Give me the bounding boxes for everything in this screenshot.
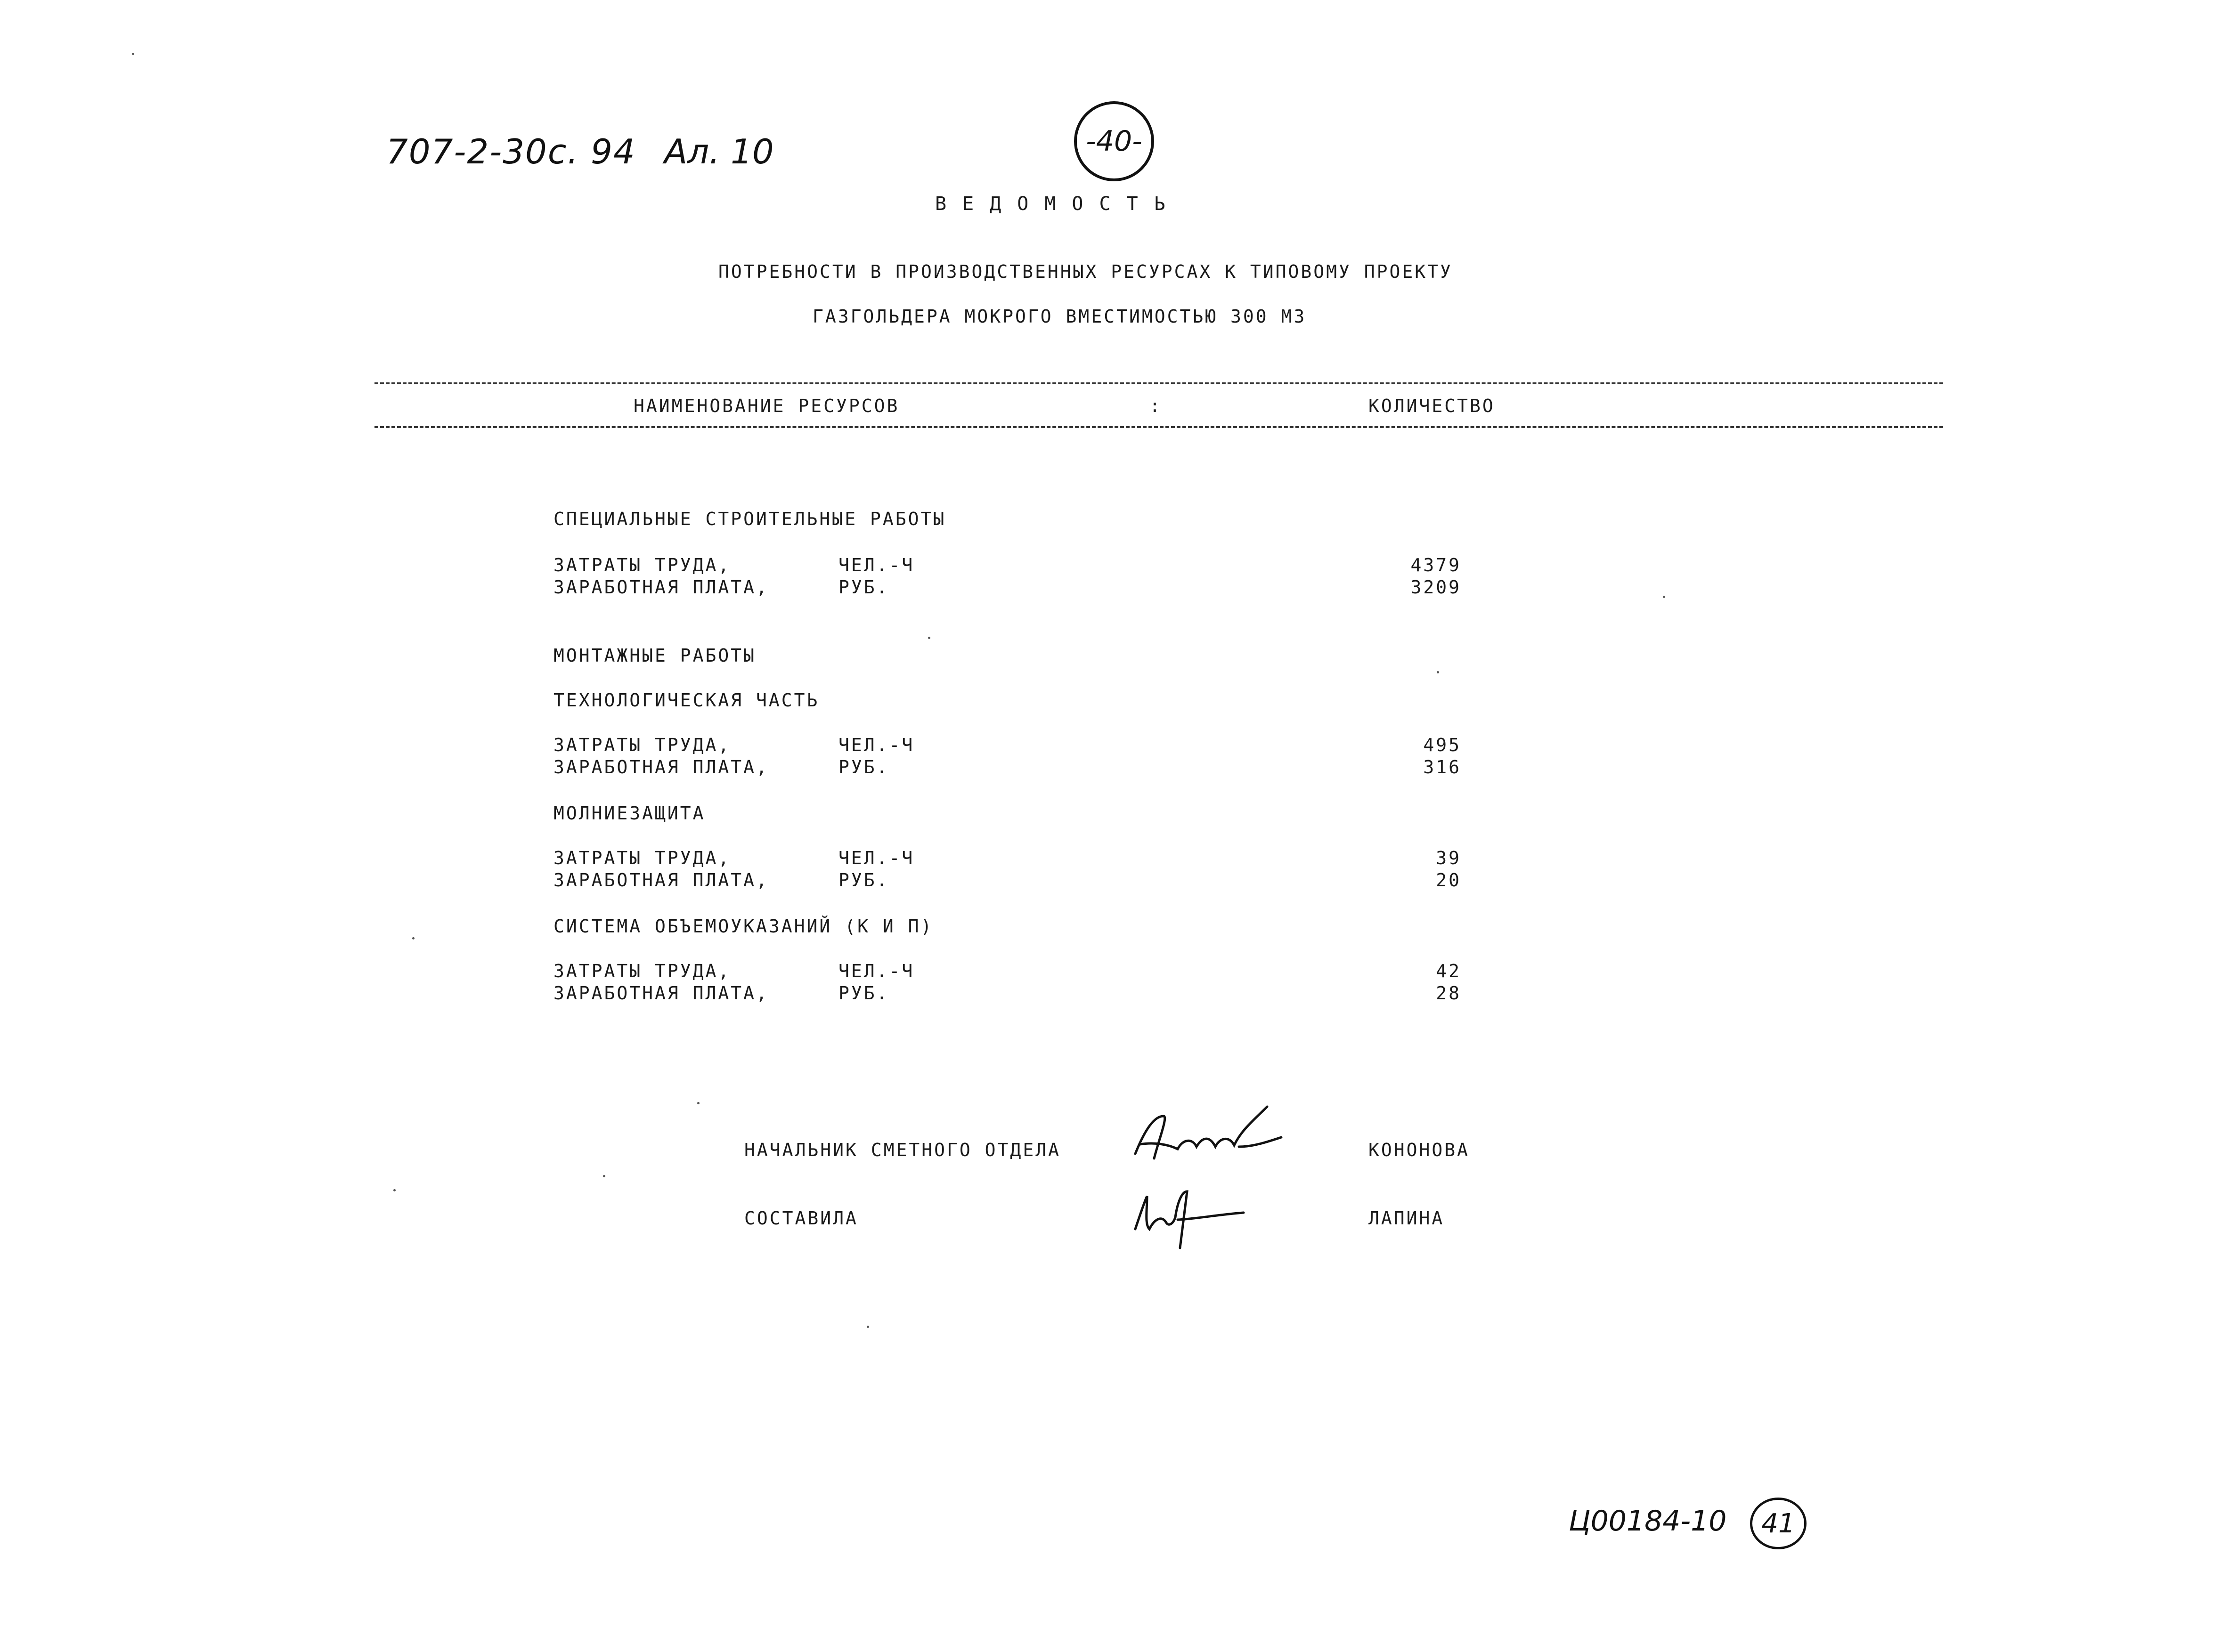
scan-speck: [697, 1102, 700, 1104]
row-unit: РУБ.: [838, 983, 889, 1004]
document-subtitle-line2: ГАЗГОЛЬДЕРА МОКРОГО ВМЕСТИМОСТЬЮ 300 М3: [813, 306, 1307, 327]
row-unit: ЧЕЛ.-Ч: [838, 848, 915, 868]
page-number: -40-: [1086, 125, 1142, 158]
column-header-resources: НАИМЕНОВАНИЕ РЕСУРСОВ: [634, 396, 900, 416]
section-heading: МОЛНИЕЗАЩИТА: [553, 803, 706, 824]
row-label: ЗАТРАТЫ ТРУДА,: [553, 555, 731, 575]
archive-code: Ц00184-10: [1569, 1505, 1727, 1538]
row-value: 3209: [1410, 577, 1461, 598]
sheet-label: Ал. 10: [664, 132, 774, 171]
section-heading: СИСТЕМА ОБЪЕМОУКАЗАНИЙ (К И П): [553, 916, 934, 937]
section-heading: СПЕЦИАЛЬНЫЕ СТРОИТЕЛЬНЫЕ РАБОТЫ: [553, 509, 946, 529]
row-unit: ЧЕЛ.-Ч: [838, 735, 915, 755]
row-unit: РУБ.: [838, 757, 889, 777]
scan-speck: [132, 53, 134, 55]
signature-image-head: [1126, 1102, 1295, 1173]
column-header-quantity: КОЛИЧЕСТВО: [1368, 396, 1495, 416]
row-label: ЗАТРАТЫ ТРУДА,: [553, 848, 731, 868]
row-value: 39: [1436, 848, 1461, 868]
row-label: ЗАТРАТЫ ТРУДА,: [553, 735, 731, 755]
row-label: ЗАТРАТЫ ТРУДА,: [553, 961, 731, 981]
row-value: 495: [1423, 735, 1461, 755]
row-label: ЗАРАБОТНАЯ ПЛАТА,: [553, 757, 769, 777]
row-label: ЗАРАБОТНАЯ ПЛАТА,: [553, 577, 769, 598]
page-number-circle: [1074, 101, 1154, 181]
column-separator: :: [1149, 396, 1162, 416]
row-label: ЗАРАБОТНАЯ ПЛАТА,: [553, 870, 769, 891]
document-title: ВЕДОМОСТЬ: [935, 193, 1181, 215]
project-code: 707-2-30с. 94: [386, 132, 636, 171]
table-top-rule: [374, 382, 1943, 384]
scan-speck: [393, 1189, 396, 1191]
row-unit: ЧЕЛ.-Ч: [838, 555, 915, 575]
row-unit: ЧЕЛ.-Ч: [838, 961, 915, 981]
section-heading: ТЕХНОЛОГИЧЕСКАЯ ЧАСТЬ: [553, 690, 820, 711]
row-value: 20: [1436, 870, 1461, 891]
row-value: 4379: [1410, 555, 1461, 575]
row-value: 316: [1423, 757, 1461, 777]
section-heading: МОНТАЖНЫЕ РАБОТЫ: [553, 645, 757, 666]
scan-speck: [603, 1175, 605, 1177]
signatory-name-head: КОНОНОВА: [1368, 1140, 1470, 1160]
row-unit: РУБ.: [838, 577, 889, 598]
signature-image-author: [1126, 1182, 1267, 1253]
scan-speck: [928, 637, 930, 639]
scan-speck: [1437, 671, 1439, 673]
signatory-name-author: ЛАПИНА: [1368, 1208, 1445, 1229]
row-label: ЗАРАБОТНАЯ ПЛАТА,: [553, 983, 769, 1004]
row-value: 28: [1436, 983, 1461, 1004]
row-value: 42: [1436, 961, 1461, 981]
signatory-role-head: НАЧАЛЬНИК СМЕТНОГО ОТДЕЛА: [744, 1140, 1061, 1160]
table-header-bottom-rule: [374, 426, 1943, 428]
signatory-role-author: СОСТАВИЛА: [744, 1208, 858, 1229]
scan-speck: [867, 1326, 869, 1328]
archive-page-mark: 41: [1761, 1508, 1795, 1539]
document-subtitle-line1: ПОТРЕБНОСТИ В ПРОИЗВОДСТВЕННЫХ РЕСУРСАХ К ТИПОВОМУ ПРОЕКТУ: [718, 261, 1453, 282]
scan-speck: [412, 937, 415, 939]
scan-speck: [1663, 596, 1665, 598]
row-unit: РУБ.: [838, 870, 889, 891]
archive-page-circle: [1750, 1498, 1807, 1549]
